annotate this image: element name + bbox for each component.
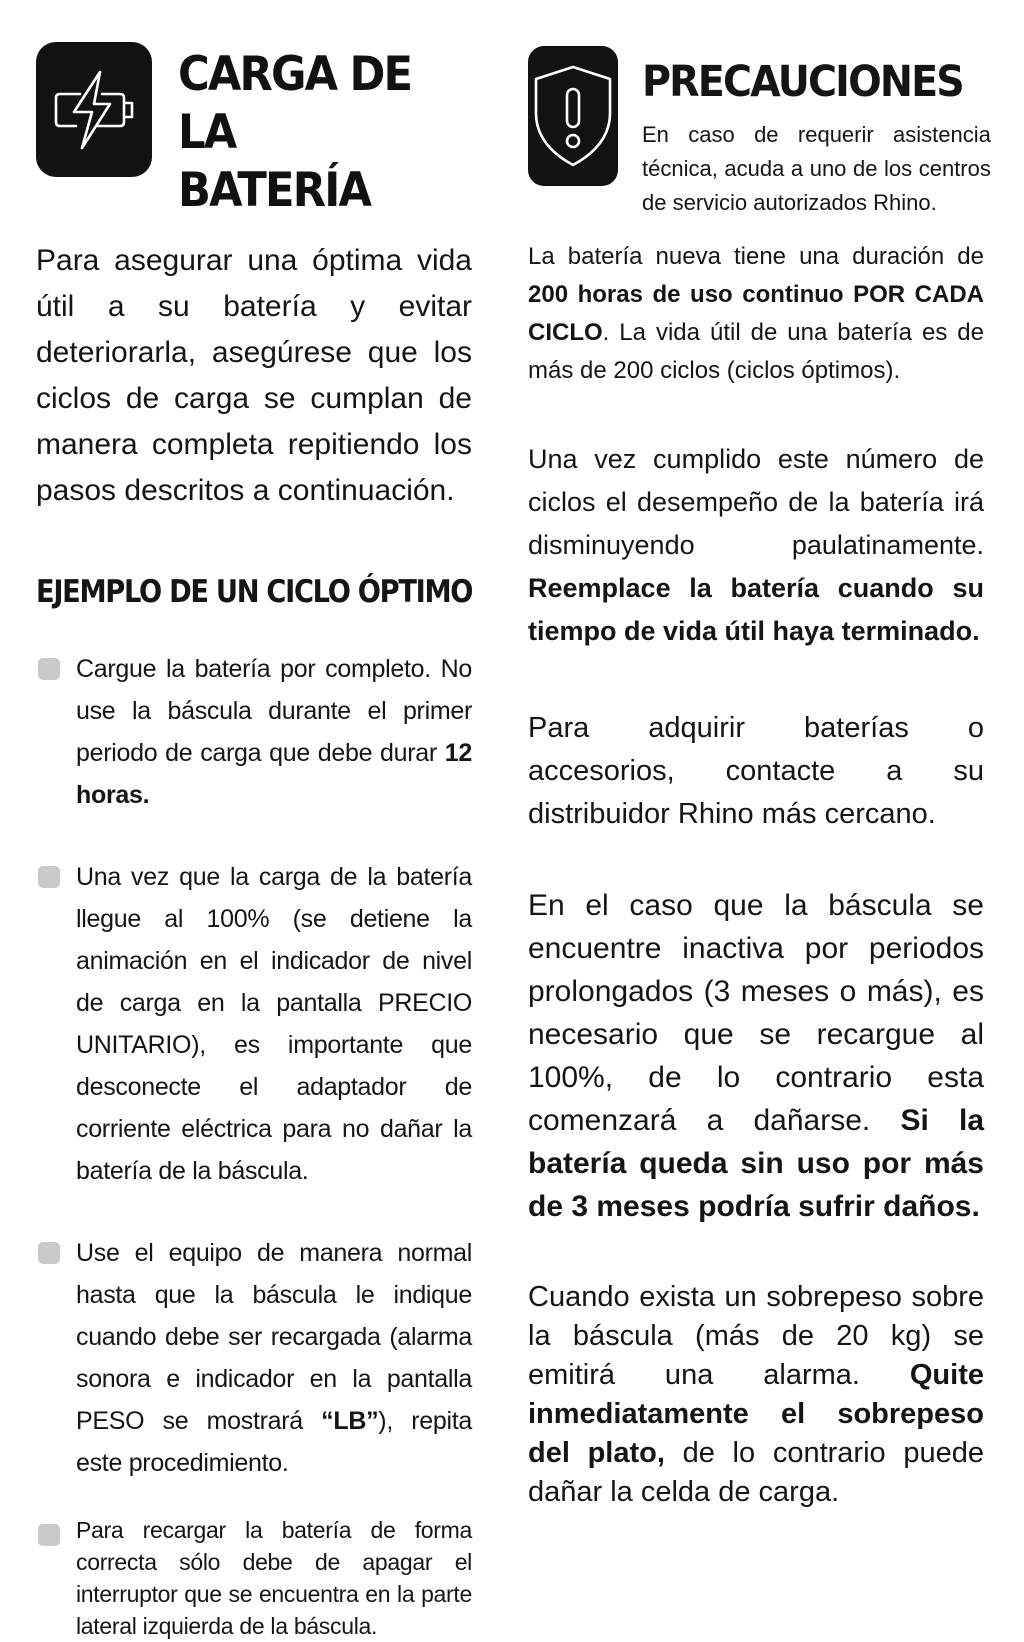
precautions-title: PRECAUCIONES xyxy=(642,57,963,107)
list-item: Cargue la batería por completo. No use la báscula durante el primer periodo de carga que debe durar 12 horas. xyxy=(36,648,472,816)
bullet-square-icon xyxy=(38,866,60,888)
accessories-paragraph: Para adquirir baterías o accesorios, contacte a su distribuidor Rhino más cercano. xyxy=(528,712,984,830)
precautions-service-note: En caso de requerir asistencia técnica, acuda a uno de los centros de servicio autorizados Rhino. xyxy=(642,122,991,215)
battery-duration-paragraph: La batería nueva tiene una duración de 200 horas de uso continuo POR CADA CICLO. La vida útil de una batería es de más de 200 ciclos (ciclos óptimos). xyxy=(528,243,984,384)
bullet-square-icon xyxy=(38,658,60,680)
battery-charging-icon xyxy=(36,42,152,177)
overweight-paragraph: Cuando exista un sobrepeso sobre la báscula (más de 20 kg) se emitirá una alarma. Quite inmediatamente el sobrepeso del plato, de lo contrario puede dañar la celda de carga. xyxy=(528,1281,984,1508)
precautions-section xyxy=(528,46,991,1512)
battery-title: CARGA DE LA BATERÍA xyxy=(178,47,412,218)
battery-replacement-paragraph: Una vez cumplido este número de ciclos el desempeño de la batería irá disminuyendo paulatinamente. Reemplace la batería cuando su tiempo de vida útil haya terminado. xyxy=(528,444,984,646)
optimal-cycle-steps xyxy=(36,648,472,1642)
optimal-cycle-heading: EJEMPLO DE UN CICLO ÓPTIMO xyxy=(36,574,473,610)
inactivity-paragraph: En el caso que la báscula se encuentre inactiva por periodos prolongados (3 meses o más), es necesario que se recargue al 100%, de lo contrario esta comenzará a dañarse. Si la batería queda sin uso por más de 3 meses podría sufrir daños. xyxy=(528,889,984,1223)
shield-warning-icon xyxy=(528,46,618,186)
battery-header xyxy=(36,42,472,220)
precautions-header xyxy=(528,46,991,220)
battery-charging-section xyxy=(36,42,472,1642)
list-item: Una vez que la carga de la batería llegue al 100% (se detiene la animación en el indicador de nivel de carga en la pantalla PRECIO UNITARIO), es importante que desconecte el adaptador de corriente eléctrica para no dañar la batería de la báscula. xyxy=(36,856,472,1192)
list-item: Para recargar la batería de forma correcta sólo debe de apagar el interruptor que se encuentra en la parte lateral izquierda de la báscula. xyxy=(36,1514,472,1642)
battery-intro: Para asegurar una óptima vida útil a su batería y evitar deteriorarla, asegúrese que los ciclos de carga se cumplan de manera completa repitiendo los pasos descritos a continuación. xyxy=(36,244,472,507)
list-item: Use el equipo de manera normal hasta que la báscula le indique cuando debe ser recargada (alarma sonora e indicador en la pantalla PESO se mostrará “LB”), repita este procedimiento. xyxy=(36,1232,472,1484)
bullet-square-icon xyxy=(38,1524,60,1546)
bullet-square-icon xyxy=(38,1242,60,1264)
